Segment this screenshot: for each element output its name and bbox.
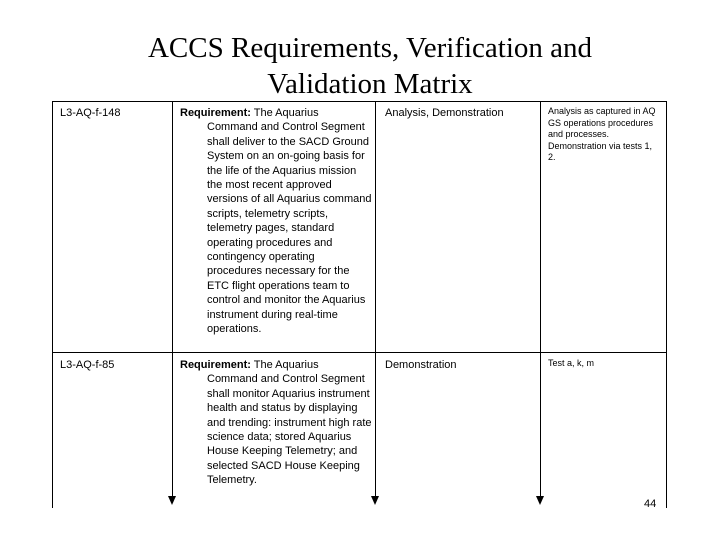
table-row-2-id: L3-AQ-f-85 bbox=[60, 359, 115, 371]
table-row-1-method: Analysis, Demonstration bbox=[385, 107, 504, 119]
table-row-1-verification: Analysis as captured in AQ GS operations procedures and processes. Demonstration via tests 1, 2. bbox=[548, 106, 656, 162]
requirement-text: The Aquarius Command and Control Segment shall monitor Aquarius instrument health and status by displaying and trending: instrument high rate science data; stored Aquarius House Keeping Telemetry; and selected SACD House Keeping Telemetry. bbox=[207, 359, 372, 487]
page-number: 44 bbox=[644, 498, 657, 510]
table-row-1-id: L3-AQ-f-148 bbox=[60, 107, 121, 119]
table-top-border bbox=[52, 101, 666, 102]
table-row-1-requirement bbox=[180, 106, 372, 337]
row-separator bbox=[52, 352, 666, 353]
requirement-text: The Aquarius Command and Control Segment shall deliver to the SACD Ground System on an on-going basis for the life of the Aquarius mission the most recent approved versions of all Aquarius command scripts, telemetry scripts, telemetry pages, standard operating procedures and contingency operating procedures necessary for the ETC flight operations team to control and monitor the Aquarius instrument during real-time operations. bbox=[207, 107, 372, 336]
requirement-label: Requirement: bbox=[180, 359, 251, 371]
slide-title-line-1: ACCS Requirements, Verification and bbox=[147, 32, 593, 64]
arrow-down-icon bbox=[168, 496, 176, 505]
table-left-border bbox=[52, 101, 53, 508]
table-right-border bbox=[666, 101, 667, 508]
arrow-down-icon bbox=[536, 496, 544, 505]
column-divider-3 bbox=[540, 101, 541, 496]
table-row-2-requirement bbox=[180, 358, 372, 488]
table-row-2-verification: Test a, k, m bbox=[548, 358, 595, 368]
table-row-2-method: Demonstration bbox=[385, 359, 457, 371]
arrow-down-icon bbox=[371, 496, 379, 505]
requirement-label: Requirement: bbox=[180, 107, 251, 119]
column-divider-1 bbox=[172, 101, 173, 496]
slide-title-line-2: Validation Matrix bbox=[267, 68, 473, 100]
slide-title bbox=[60, 30, 680, 102]
column-divider-2 bbox=[375, 101, 376, 496]
